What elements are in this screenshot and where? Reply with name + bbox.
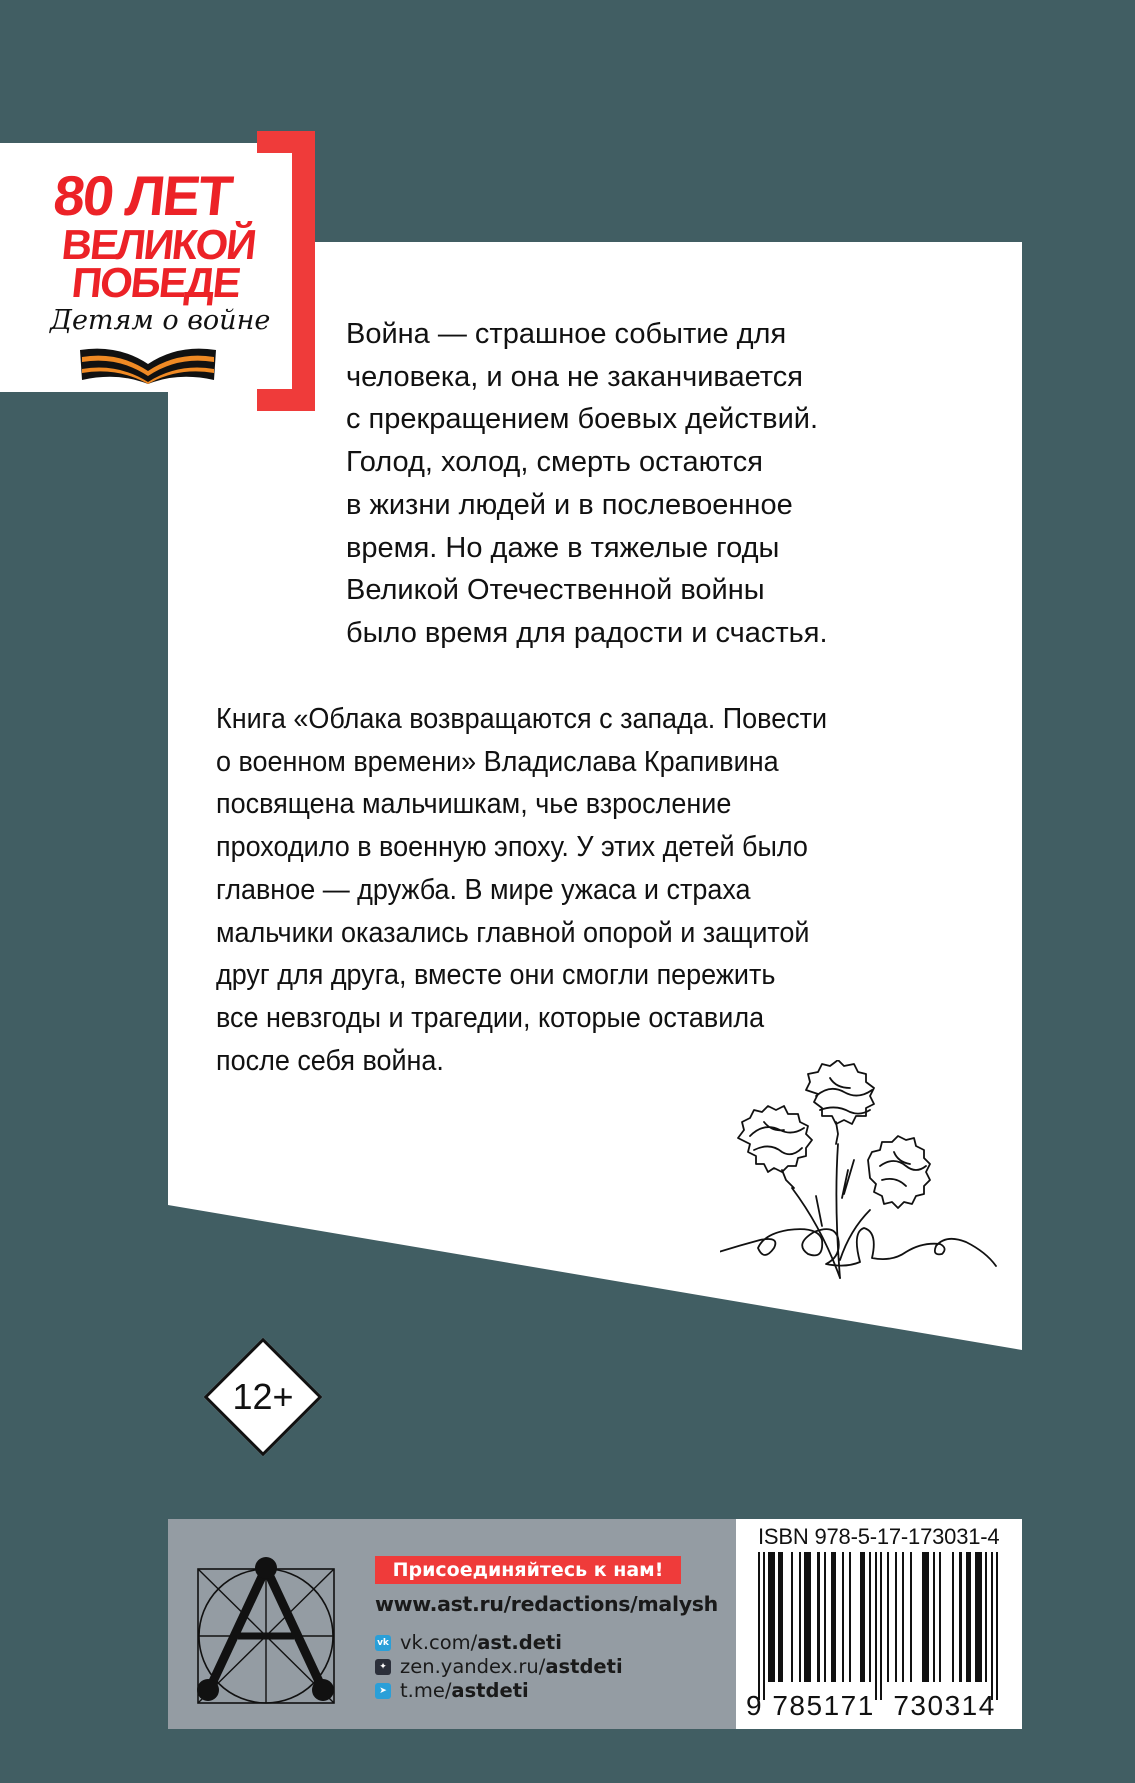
join-us-banner: Присоединяйтесь к нам! <box>375 1556 681 1584</box>
social-prefix: zen.yandex.ru/ <box>400 1655 546 1678</box>
zen-icon: ✦ <box>375 1659 391 1675</box>
logo-line-3: ПОБЕДЕ <box>69 259 242 306</box>
text-line: Война — страшное событие для <box>346 318 787 350</box>
text-line: после себя война. <box>216 1044 444 1077</box>
text-line: о военном времени» Владислава Крапивина <box>216 745 779 778</box>
logo-line-1: 80 ЛЕТ <box>50 164 235 227</box>
text-line: посвящена мальчишкам, чье взросление <box>216 788 732 821</box>
text-line: Книга «Облака возвращаются с запада. Повести <box>216 703 828 735</box>
social-link-zen[interactable] <box>375 1655 623 1678</box>
text-line: главное — дружба. В мире ужаса и страха <box>216 873 751 906</box>
telegram-icon: ➤ <box>375 1683 391 1699</box>
text-line: человека, и она не заканчивается <box>346 360 803 393</box>
age-rating-badge <box>203 1337 323 1457</box>
text-line: все невзгоды и трагедии, которые оставила <box>216 1001 765 1034</box>
social-link-vk[interactable] <box>375 1631 562 1654</box>
series-logo <box>48 150 278 385</box>
logo-script-text: Детям о войне <box>50 305 271 336</box>
social-handle: astdeti <box>451 1679 529 1702</box>
open-book-ribbon-icon <box>78 342 218 384</box>
social-handle: astdeti <box>545 1655 623 1678</box>
text-line: проходило в военную эпоху. У этих детей было <box>216 831 808 864</box>
social-handle: ast.deti <box>477 1631 562 1654</box>
text-line: с прекращением боевых действий. <box>346 403 819 436</box>
barcode-digits-right: 730314 <box>893 1690 996 1721</box>
text-line: было время для радости и счастья. <box>346 616 828 649</box>
carnation-flowers-icon <box>720 1060 1022 1290</box>
social-link-telegram[interactable] <box>375 1679 529 1702</box>
text-line: время. Но даже в тяжелые годы <box>346 531 780 564</box>
age-rating-text: 12+ <box>232 1376 294 1417</box>
intro-paragraph <box>346 313 828 655</box>
book-description-paragraph <box>216 698 827 1082</box>
ast-a-logo-icon <box>196 1555 338 1707</box>
social-prefix: vk.com/ <box>400 1631 478 1654</box>
isbn-label: ISBN 978-5-17-173031-4 <box>758 1524 1000 1549</box>
social-prefix: t.me/ <box>400 1679 452 1702</box>
barcode-digits-left: 785171 <box>772 1690 875 1721</box>
logo-line-2: ВЕЛИКОЙ <box>59 221 258 268</box>
vk-icon: vk <box>375 1635 391 1651</box>
text-line: Голод, холод, смерть остаются <box>346 446 763 479</box>
text-line: друг для друга, вместе они смогли пережить <box>216 959 776 992</box>
website-link[interactable]: www.ast.ru/redactions/malysh <box>375 1592 718 1616</box>
text-line: в жизни людей и в послевоенное <box>346 488 793 521</box>
text-line: мальчики оказались главной опорой и защитой <box>216 916 810 949</box>
barcode-digits <box>746 1690 996 1722</box>
text-line: Великой Отечественной войны <box>346 574 765 607</box>
barcode-digit-first: 9 <box>746 1690 764 1721</box>
barcode-icon <box>756 1552 1006 1702</box>
red-bracket-bottom <box>257 389 315 411</box>
